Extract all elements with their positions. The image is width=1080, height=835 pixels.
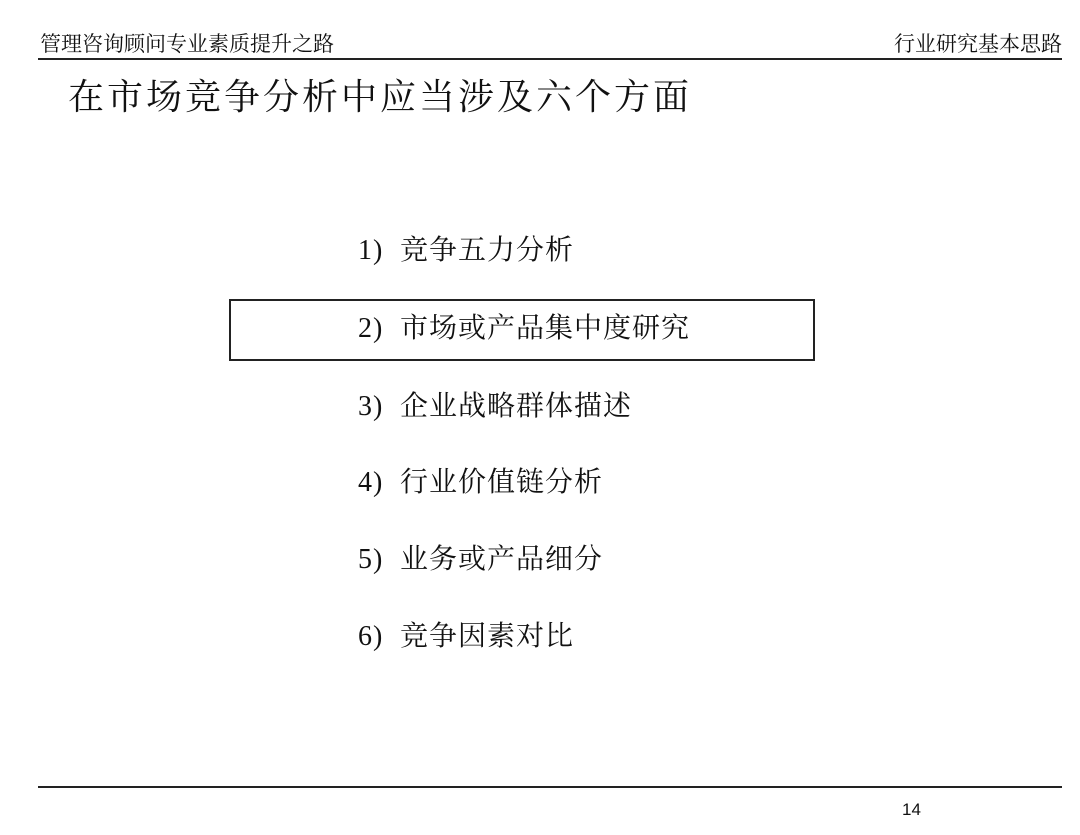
list-item: [358, 618, 574, 655]
item-number: 6): [358, 621, 384, 652]
slide-title: 在市场竞争分析中应当涉及六个方面: [68, 77, 693, 118]
item-number: 3): [358, 391, 384, 422]
header-course-title: 管理咨询顾问专业素质提升之路: [40, 32, 334, 56]
item-label: 竞争五力分析: [400, 233, 575, 266]
list-item: [358, 232, 574, 269]
item-label: 企业战略群体描述: [400, 389, 633, 422]
item-number: 4): [358, 467, 384, 498]
list-item: [358, 464, 603, 501]
item-number: 2): [358, 313, 384, 344]
footer-divider: [38, 786, 1062, 788]
list-item: [358, 541, 603, 578]
list-item: [358, 388, 632, 425]
list-item-highlighted: [358, 310, 690, 347]
item-label: 竞争因素对比: [400, 619, 575, 652]
page-number: 14: [902, 800, 921, 819]
header-section-title: 行业研究基本思路: [894, 32, 1062, 56]
item-label: 行业价值链分析: [400, 465, 604, 498]
item-label: 市场或产品集中度研究: [400, 311, 691, 344]
item-number: 1): [358, 235, 384, 266]
item-label: 业务或产品细分: [400, 542, 604, 575]
header-divider: [38, 58, 1062, 60]
item-number: 5): [358, 544, 384, 575]
